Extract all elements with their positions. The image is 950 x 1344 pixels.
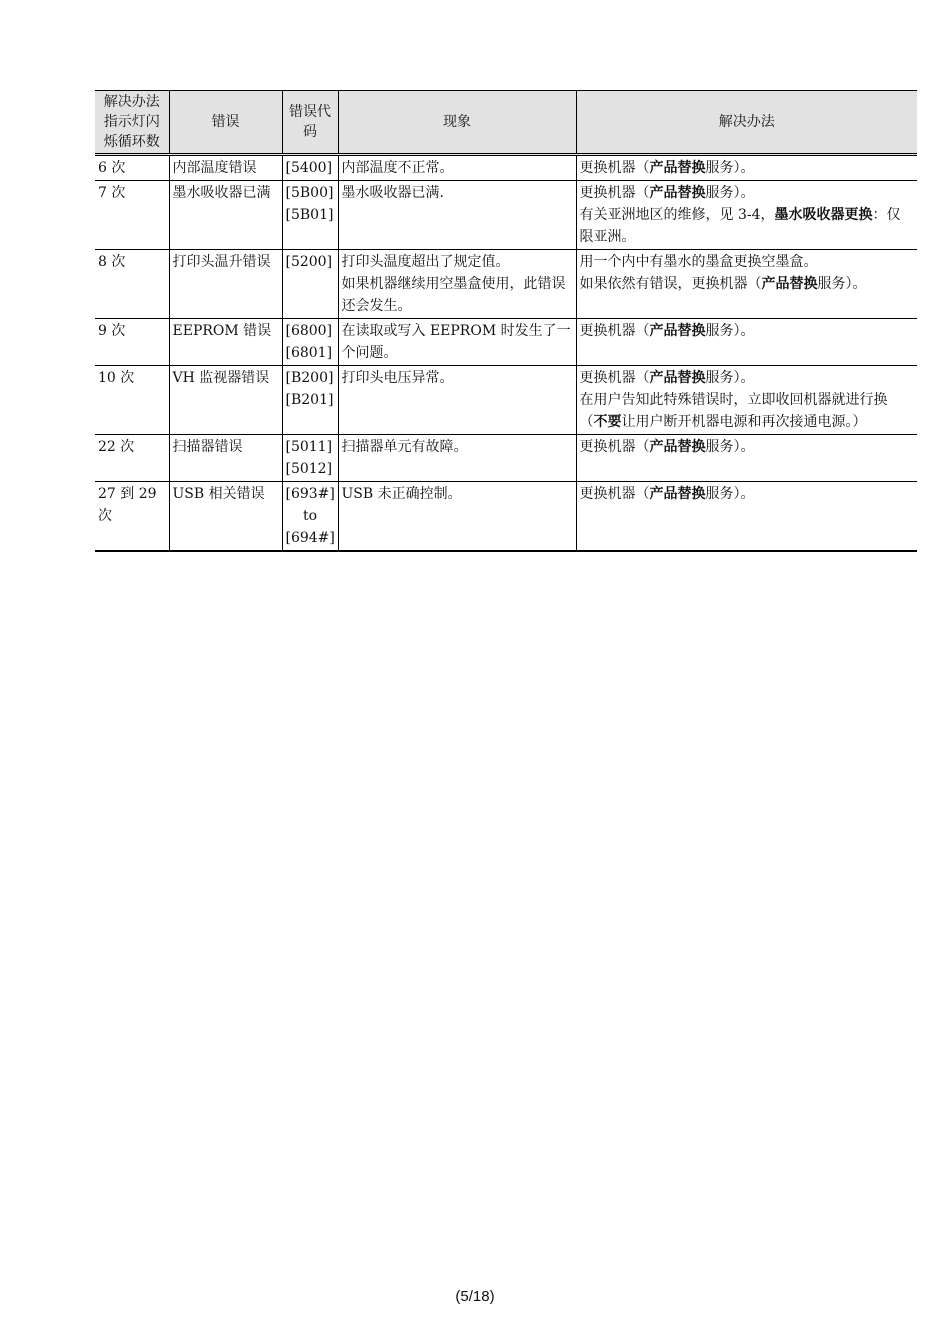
- header-symptom: 现象: [338, 91, 576, 155]
- solution-text: 更换机器（: [579, 370, 650, 386]
- solution-paragraph: [580, 320, 915, 342]
- error-code: [5B00]: [285, 185, 334, 201]
- cell-symptom: [338, 181, 576, 250]
- solution-text: 服务）。: [705, 185, 755, 201]
- symptom-text: 如果机器继续用空墨盒使用，此错误还会发生。: [341, 276, 566, 314]
- solution-paragraph: [580, 182, 915, 204]
- error-code: [5200]: [285, 254, 333, 270]
- error-code: [694#]: [285, 530, 335, 546]
- cell-symptom: [338, 155, 576, 181]
- solution-paragraph: [580, 483, 915, 505]
- symptom-text: 在读取或写入 EEPROM 时发生了一个问题。: [341, 323, 571, 361]
- symptom-text: 扫描器单元有故障。: [341, 439, 468, 455]
- solution-text: 服务）。: [705, 160, 755, 176]
- cell-symptom: [338, 319, 576, 366]
- solution-emphasis: 产品替换: [649, 439, 706, 455]
- cell-error: 墨水吸收器已满: [169, 181, 282, 250]
- table-header-row: [95, 91, 917, 155]
- page-number: (5/18): [455, 1288, 495, 1305]
- solution-text: 更换机器（: [579, 486, 650, 502]
- symptom-text: USB 未正确控制。: [341, 486, 462, 502]
- solution-text: 服务）。: [705, 486, 755, 502]
- cell-solution: [576, 155, 917, 181]
- cell-code: [282, 366, 338, 435]
- solution-emphasis: 不要: [593, 414, 622, 430]
- error-code: [5012]: [285, 461, 333, 477]
- cell-solution: [576, 181, 917, 250]
- cell-solution: [576, 482, 917, 552]
- solution-text: ：仅限亚洲。: [579, 207, 901, 245]
- solution-emphasis: 产品替换: [649, 160, 706, 176]
- solution-text: 让用户断开机器电源和再次接通电源。）: [621, 414, 867, 430]
- solution-text: 如果依然有错误，更换机器（: [579, 276, 762, 292]
- cell-symptom: [338, 435, 576, 482]
- solution-paragraph: [580, 367, 915, 389]
- cell-symptom: [338, 250, 576, 319]
- cell-solution: [576, 366, 917, 435]
- cell-symptom: [338, 482, 576, 552]
- solution-text: 更换机器（: [579, 185, 650, 201]
- solution-text: 服务）。: [705, 323, 755, 339]
- solution-text: 更换机器（: [579, 439, 650, 455]
- cell-blinks: 7 次: [95, 181, 169, 250]
- table-row: [95, 482, 917, 552]
- symptom-text: 打印头电压异常。: [341, 370, 454, 386]
- solution-emphasis: 产品替换: [649, 323, 706, 339]
- cell-solution: [576, 250, 917, 319]
- error-code: [6800]: [285, 323, 333, 339]
- error-table: [95, 90, 917, 552]
- solution-emphasis: 产品替换: [649, 370, 706, 386]
- solution-emphasis: 墨水吸收器更换: [774, 207, 873, 223]
- cell-error: VH 监视器错误: [169, 366, 282, 435]
- solution-paragraph: [580, 273, 915, 295]
- error-code: to: [302, 508, 318, 524]
- cell-error: USB 相关错误: [169, 482, 282, 552]
- cell-error: 打印头温升错误: [169, 250, 282, 319]
- table-row: [95, 435, 917, 482]
- cell-code: [282, 435, 338, 482]
- table-row: [95, 155, 917, 181]
- symptom-text: 打印头温度超出了规定值。: [341, 254, 510, 270]
- cell-error: 扫描器错误: [169, 435, 282, 482]
- header-error: 错误: [169, 91, 282, 155]
- cell-code: [282, 155, 338, 181]
- error-code: [693#]: [285, 486, 335, 502]
- solution-paragraph: [580, 389, 915, 433]
- cell-blinks: 22 次: [95, 435, 169, 482]
- cell-solution: [576, 435, 917, 482]
- solution-text: 在用户告知此特殊错误时，立即收回机器就进行换（: [579, 392, 888, 430]
- solution-emphasis: 产品替换: [649, 185, 706, 201]
- error-code: [5011]: [285, 439, 333, 455]
- error-code: [B201]: [285, 392, 334, 408]
- solution-text: 服务）。: [705, 439, 755, 455]
- cell-code: [282, 482, 338, 552]
- table-row: [95, 319, 917, 366]
- table-row: [95, 181, 917, 250]
- solution-text: 用一个内中有墨水的墨盒更换空墨盒。: [579, 254, 818, 270]
- error-code: [B200]: [285, 370, 334, 386]
- table-body: [95, 155, 917, 552]
- solution-text: 有关亚洲地区的维修，见 3-4，: [579, 207, 775, 223]
- cell-code: [282, 181, 338, 250]
- header-blinks: 解决办法指示灯闪烁循环数: [95, 91, 169, 155]
- solution-text: 服务）。: [705, 370, 755, 386]
- cell-blinks: 9 次: [95, 319, 169, 366]
- solution-emphasis: 产品替换: [649, 486, 706, 502]
- solution-text: 更换机器（: [579, 160, 650, 176]
- table-row: [95, 250, 917, 319]
- error-code: [6801]: [285, 345, 333, 361]
- solution-paragraph: [580, 157, 915, 179]
- cell-blinks: 6 次: [95, 155, 169, 181]
- cell-blinks: 8 次: [95, 250, 169, 319]
- cell-solution: [576, 319, 917, 366]
- header-solution: 解决办法: [576, 91, 917, 155]
- solution-paragraph: [580, 204, 915, 248]
- solution-emphasis: 产品替换: [761, 276, 818, 292]
- cell-error: EEPROM 错误: [169, 319, 282, 366]
- solution-text: 服务）。: [817, 276, 867, 292]
- solution-text: 更换机器（: [579, 323, 650, 339]
- table-row: [95, 366, 917, 435]
- cell-error: 内部温度错误: [169, 155, 282, 181]
- error-code: [5400]: [285, 160, 333, 176]
- cell-blinks: 10 次: [95, 366, 169, 435]
- header-code: 错误代码: [282, 91, 338, 155]
- cell-code: [282, 250, 338, 319]
- error-code: [5B01]: [285, 207, 334, 223]
- cell-code: [282, 319, 338, 366]
- cell-blinks: 27 到 29 次: [95, 482, 169, 552]
- symptom-text: 内部温度不正常。: [341, 160, 454, 176]
- solution-paragraph: [580, 251, 915, 273]
- symptom-text: 墨水吸收器已满.: [341, 185, 444, 201]
- solution-paragraph: [580, 436, 915, 458]
- cell-symptom: [338, 366, 576, 435]
